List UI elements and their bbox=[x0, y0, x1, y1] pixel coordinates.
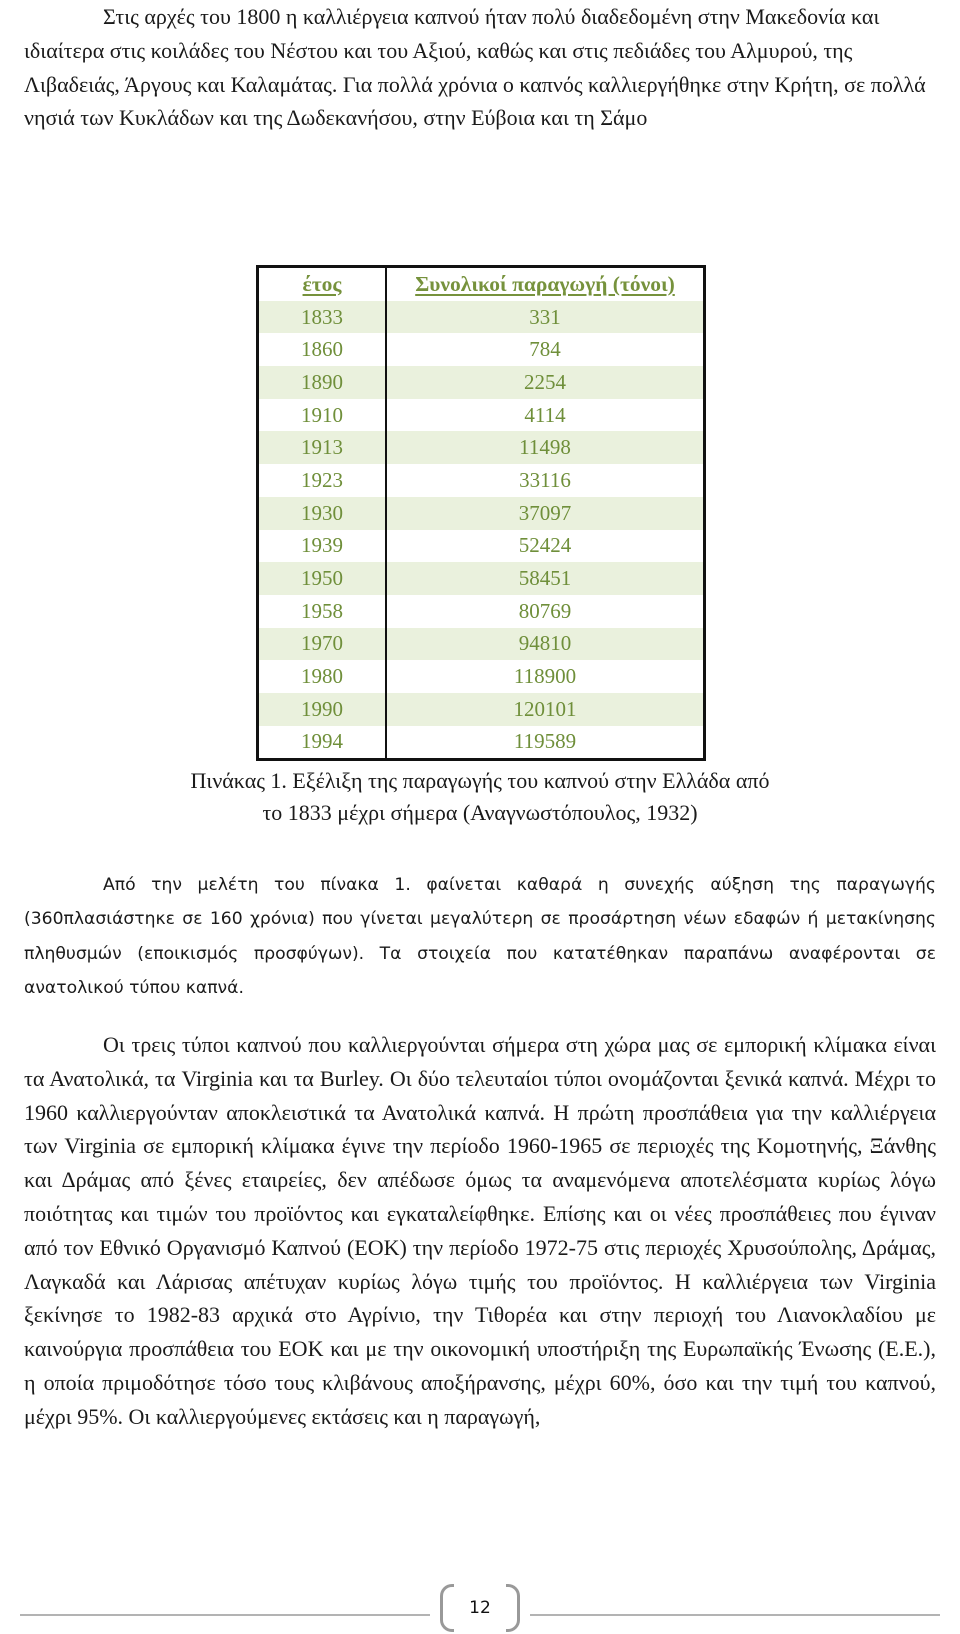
cell-year: 1990 bbox=[258, 693, 387, 726]
table-row bbox=[258, 464, 705, 497]
cell-production: 331 bbox=[386, 301, 705, 334]
analysis-paragraph bbox=[24, 868, 936, 1005]
intro-text: Στις αρχές του 1800 η καλλιέργεια καπνού ήταν πολύ διαδεδομένη στην Μακεδονία και ιδιαίτερα στις κοιλάδες του Νέστου και του Αξιού, καθώς και στις πεδιάδες του Αλμυρού, της Λιβαδειάς, Άργους και Καλαμάτας. Για πολλά χρόνια ο καπνός καλλιεργήθηκε στην Κρήτη, σε πολλά νησιά των Κυκλάδων και της Δωδεκανήσου, στην Εύβοια και τη Σάμο bbox=[24, 4, 926, 131]
cell-year: 1958 bbox=[258, 595, 387, 628]
footer-rule-left bbox=[20, 1614, 430, 1616]
cell-production: 120101 bbox=[386, 693, 705, 726]
table-row bbox=[258, 530, 705, 563]
cell-production: 118900 bbox=[513, 664, 577, 689]
cell-production: 52424 bbox=[518, 533, 572, 558]
production-table bbox=[256, 265, 706, 761]
table-row bbox=[258, 660, 705, 693]
table-body bbox=[258, 301, 705, 760]
header-year: έτος bbox=[258, 267, 387, 301]
body-paragraph bbox=[24, 1028, 936, 1434]
table-row bbox=[258, 399, 705, 432]
cell-production: 2254 bbox=[386, 366, 705, 399]
table-row bbox=[258, 693, 705, 726]
page-number: 12 bbox=[469, 1598, 491, 1618]
table-row bbox=[258, 333, 705, 366]
cell-year: 1923 bbox=[258, 464, 387, 497]
cell-year: 1950 bbox=[258, 562, 387, 595]
footer-rule-right bbox=[530, 1614, 940, 1616]
table-caption-line-1: Πινάκας 1. Εξέλιξη της παραγωγής του καπνού στην Ελλάδα από bbox=[190, 768, 770, 793]
cell-production: 4114 bbox=[524, 402, 566, 427]
table-row bbox=[258, 497, 705, 530]
cell-production: 58451 bbox=[386, 562, 705, 595]
cell-production: 80769 bbox=[518, 598, 572, 623]
analysis-text: Από την μελέτη του πίνακα 1. φαίνεται καθαρά η συνεχής αύξηση της παραγωγής (360πλασιάστηκε σε 160 χρόνια) που γίνεται μεγαλύτερη σε προσάρτηση νέων εδαφών ή μετακίνησης πληθυσμών (εποικισμός προσφύγων). Τα στοιχεία που κατατέθηκαν παραπάνω αναφέρονται σε ανατολικού τύπου καπνά. bbox=[24, 875, 936, 998]
cell-year: 1910 bbox=[258, 399, 387, 432]
table-row bbox=[258, 301, 705, 334]
table-header-row bbox=[258, 267, 705, 301]
table-row bbox=[258, 562, 705, 595]
cell-production: 37097 bbox=[386, 497, 705, 530]
intro-paragraph bbox=[24, 0, 936, 135]
cell-year: 1833 bbox=[258, 301, 387, 334]
cell-year: 1913 bbox=[258, 431, 387, 464]
table-row bbox=[258, 726, 705, 760]
cell-year: 1970 bbox=[258, 628, 387, 661]
cell-year: 1980 bbox=[258, 660, 387, 693]
cell-year: 1860 bbox=[258, 333, 387, 366]
table-row bbox=[258, 628, 705, 661]
table-row bbox=[258, 431, 705, 464]
table-caption-line-2: το 1833 μέχρι σήμερα (Αναγνωστόπουλος, 1932) bbox=[262, 800, 698, 825]
header-production: Συνολικοί παραγωγή (τόνοι) bbox=[415, 271, 675, 296]
cell-year: 1930 bbox=[258, 497, 387, 530]
cell-year: 1939 bbox=[258, 530, 387, 563]
cell-production: 94810 bbox=[386, 628, 705, 661]
cell-production: 33116 bbox=[519, 467, 571, 492]
cell-production: 119589 bbox=[513, 729, 577, 754]
table-row bbox=[258, 595, 705, 628]
table-row bbox=[258, 366, 705, 399]
cell-year: 1890 bbox=[258, 366, 387, 399]
cell-production: 11498 bbox=[386, 431, 705, 464]
body-text: Οι τρεις τύποι καπνού που καλλιεργούνται σήμερα στη χώρα μας σε εμπορική κλίμακα είναι τα Ανατολικά, τα Virginia και τα Burley. Οι δύο τελευταίοι τύποι ονομάζονται ξενικά καπνά. Μέχρι το 1960 καλλιεργούνταν αποκλειστικά τα Ανατολικά καπνά. Η πρώτη προσπάθεια για την καλλιέργεια των Virginia σε εμπορική κλίμακα έγινε την περίοδο 1960-1965 σε περιοχές της Κομοτηνής, Ξάνθης και Δράμας από ξένες εταιρείες, δεν απέδωσε όμως τα αναμενόμενα αποτελέσματα κυρίως λόγω ποιότητας και τιμών του προϊόντος και εγκαταλείφθηκε. Επίσης και οι νέες προσπάθειες που έγιναν από τον Εθνικό Οργανισμό Καπνού (ΕΟΚ) την περίοδο 1972-75 στις περιοχές Χρυσούπολης, Δράμας, Λαγκαδά και Λάρισας απέτυχαν κυρίως λόγω τιμής του προϊόντος. Η καλλιέργεια των Virginia ξεκίνησε το 1982-83 αρχικά στο Αγρίνιο, την Τιθορέα και στην περιοχή του Λιανοκλαδίου με καινούργια προσπάθεια του ΕΟΚ και με την οικονομική υποστήριξη της Ευρωπαϊκής Ένωσης (Ε.Ε.), η οποία πριμοδότησε τόσο τους κλιβάνους αποξήρανσης, μέχρι 60%, όσο και την τιμή του καπνού, μέχρι 95%. Οι καλλιεργούμενες εκτάσεις και η παραγωγή, bbox=[24, 1032, 936, 1429]
cell-production: 784 bbox=[529, 337, 561, 362]
cell-year: 1994 bbox=[258, 726, 387, 760]
